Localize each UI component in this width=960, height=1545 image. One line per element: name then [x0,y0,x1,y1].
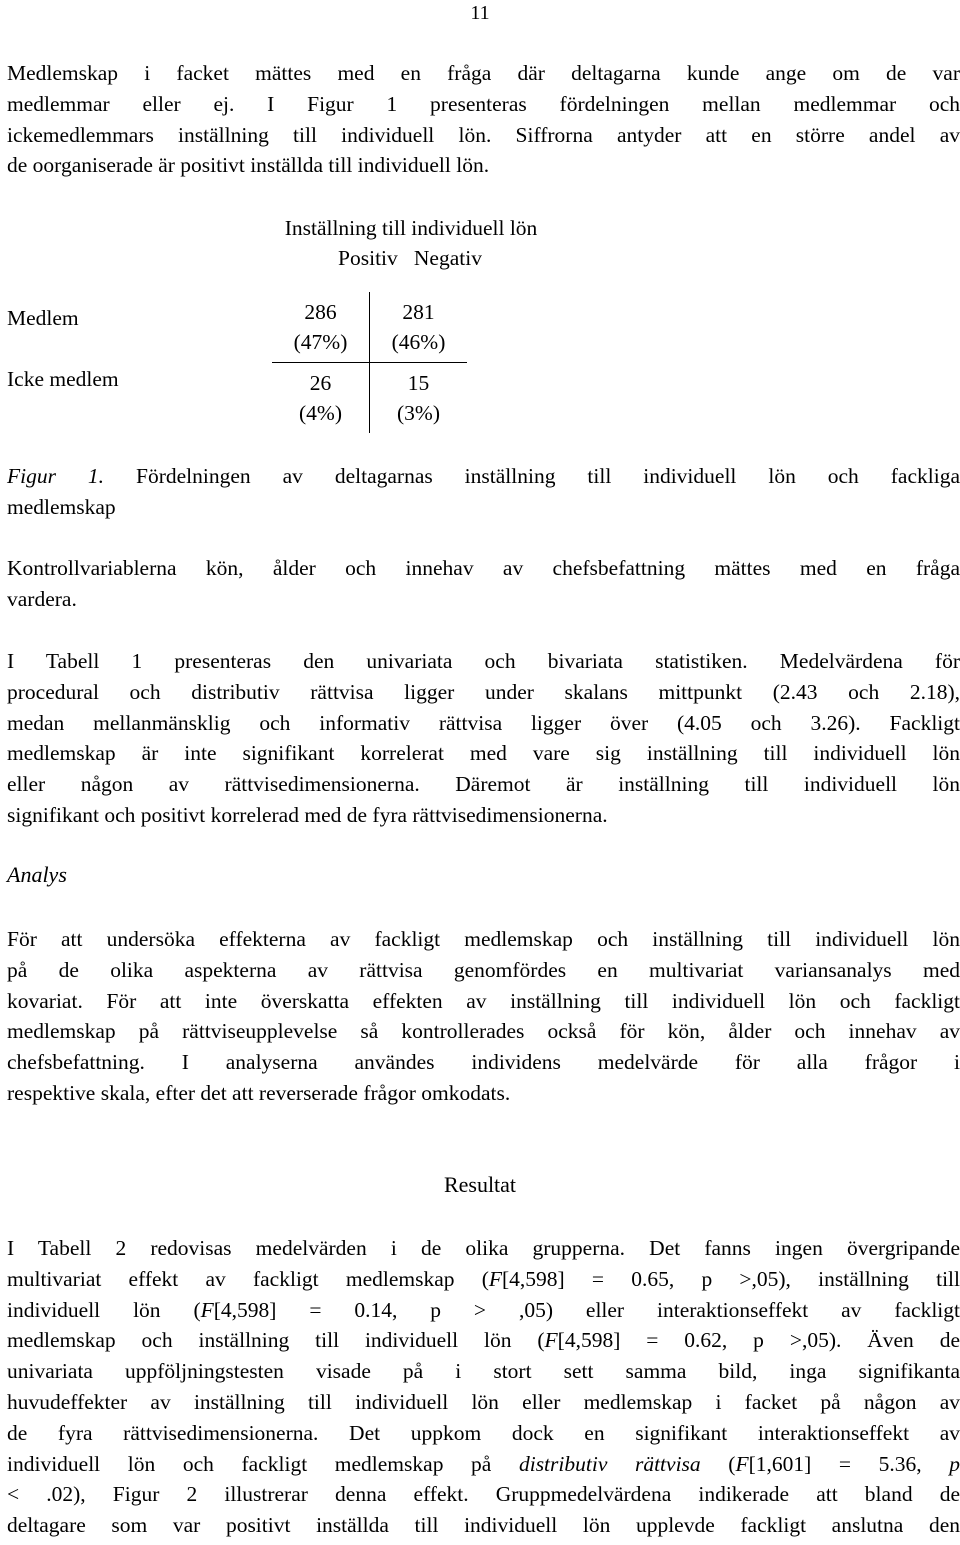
text-line [7,461,960,492]
text-span: [4,598] = 0.14, p > ,05) eller interaktionseffekt av fackligt [213,1297,960,1322]
text-line: Kontrollvariablerna kön, ålder och innehav av chefsbefattning mättes med en fråga [7,556,960,580]
text-line [7,1449,960,1480]
text-span: medlemskap och inställning till individuell lön ( [7,1328,545,1353]
text-line: chefsbefattning. I analyserna användes individens medelvärde för alla frågor i [7,1050,960,1075]
text-span: individuell lön ( [7,1297,201,1322]
emphasis-term: distributiv rättvisa [518,1451,701,1476]
cell-medlem-negativ [370,292,468,363]
text-line: huvudeffekter av inställning till individuell lön eller medlemskap i facket på någon av [7,1389,960,1414]
cell-medlem-positiv [272,292,370,363]
text-line: respektive skala, efter det att reverserade frågor omkodats. [7,1080,511,1105]
stat-symbol: p [949,1451,960,1476]
text-line: de oorganiserade är positivt inställda till individuell lön. [7,153,490,178]
text-line: I Tabell 2 redovisas medelvärden i de olika grupperna. Det fanns ingen övergripande [7,1236,960,1260]
text-line: medlemmar eller ej. I Figur 1 presenteras fördelningen mellan medlemmar och [7,91,960,116]
text-line: deltagare som var positivt inställda till individuell lön upplevde fackligt anslutna den [7,1513,960,1538]
cell-count: 15 [407,371,430,395]
cell-percent: (46%) [391,330,446,354]
text-line: I Tabell 1 presenteras den univariata och bivariata statistiken. Medelvärdena för [7,649,960,673]
cell-icke-medlem-negativ [370,363,468,434]
text-line: på de olika aspekterna av rättvisa genomfördes en multivariat variansanalys med [7,957,960,982]
caption-label: Figur 1. [7,464,105,488]
text-line: de fyra rättvisedimensionerna. Det uppkom dock en signifikant interaktionseffekt av [7,1420,960,1445]
stat-symbol: F [488,1266,503,1291]
text-span: individuell lön och fackligt medlemskap på [7,1451,519,1476]
text-line: Medlemskap i facket mättes med en fråga där deltagarna kunde ange om de var [7,61,960,85]
figure-caption [7,461,960,523]
page-number: 11 [470,2,490,24]
figure-header-title: Inställning till individuell lön [284,216,538,240]
cell-icke-medlem-positiv [272,363,370,434]
text-line: ickemedlemmars inställning till individuell lön. Siffrorna antyder att en större andel av [7,122,960,147]
text-span: ( [700,1451,736,1476]
text-span: [4,598] = 0.62, p >,05). Även de [557,1328,960,1353]
control-paragraph [7,553,960,615]
cell-count: 281 [402,300,435,324]
text-line: För att undersöka effekterna av fackligt medlemskap och inställning till individuell lön [7,927,960,951]
stat-symbol: F [544,1328,558,1353]
text-span: [1,601] = 5.36, [748,1451,950,1476]
tabell1-paragraph [7,646,960,831]
analys-paragraph [7,924,960,1109]
caption-text: Fördelningen av deltagarnas inställning till individuell lön och fackliga [104,464,960,488]
text-line [7,1295,960,1326]
figure-header-columns: Positiv Negativ [338,246,482,270]
cell-percent: (47%) [293,330,348,354]
cell-percent: (3%) [397,401,440,425]
figure1-table [272,292,467,433]
row-label-icke-medlem: Icke medlem [7,367,119,391]
text-line [7,1325,960,1356]
text-line: eller någon av rättvisedimensionerna. Däremot är inställning till individuell lön [7,772,960,797]
resultat-paragraph [7,1233,960,1541]
text-line: medlemskap är inte signifikant korrelerat med vare sig inställning till individuell lön [7,741,960,766]
cell-percent: (4%) [299,401,342,425]
cell-count: 26 [309,371,332,395]
text-line: signifikant och positivt korrelerad med de fyra rättvisedimensionerna. [7,802,608,827]
text-line: univariata uppföljningstesten visade på i stort sett samma bild, inga signifikanta [7,1359,960,1384]
stat-symbol: F [200,1297,214,1322]
cell-count: 286 [304,300,337,324]
text-line: kovariat. För att inte överskatta effekten av inställning till individuell lön och fackligt [7,988,960,1013]
text-line: < .02), Figur 2 illustrerar denna effekt. Gruppmedelvärdena indikerade att bland de [7,1482,960,1507]
text-line: medlemskap [7,494,116,519]
text-line: vardera. [7,586,77,611]
text-line [7,1264,960,1295]
text-span: multivariat effekt av fackligt medlemskap ( [7,1266,489,1291]
intro-paragraph [7,58,960,181]
text-span: [4,598] = 0.65, p >,05), inställning till [502,1266,960,1291]
text-line: medan mellanmänsklig och informativ rättvisa ligger över (4.05 och 3.26). Fackligt [7,710,960,735]
text-line: procedural och distributiv rättvisa ligger under skalans mittpunkt (2.43 och 2.18), [7,679,960,704]
row-label-medlem: Medlem [7,306,79,330]
text-line: medlemskap på rättviseupplevelse så kontrollerades också för kön, ålder och innehav av [7,1019,960,1044]
stat-symbol: F [735,1451,749,1476]
analys-heading: Analys [7,862,67,887]
resultat-heading: Resultat [443,1172,517,1197]
